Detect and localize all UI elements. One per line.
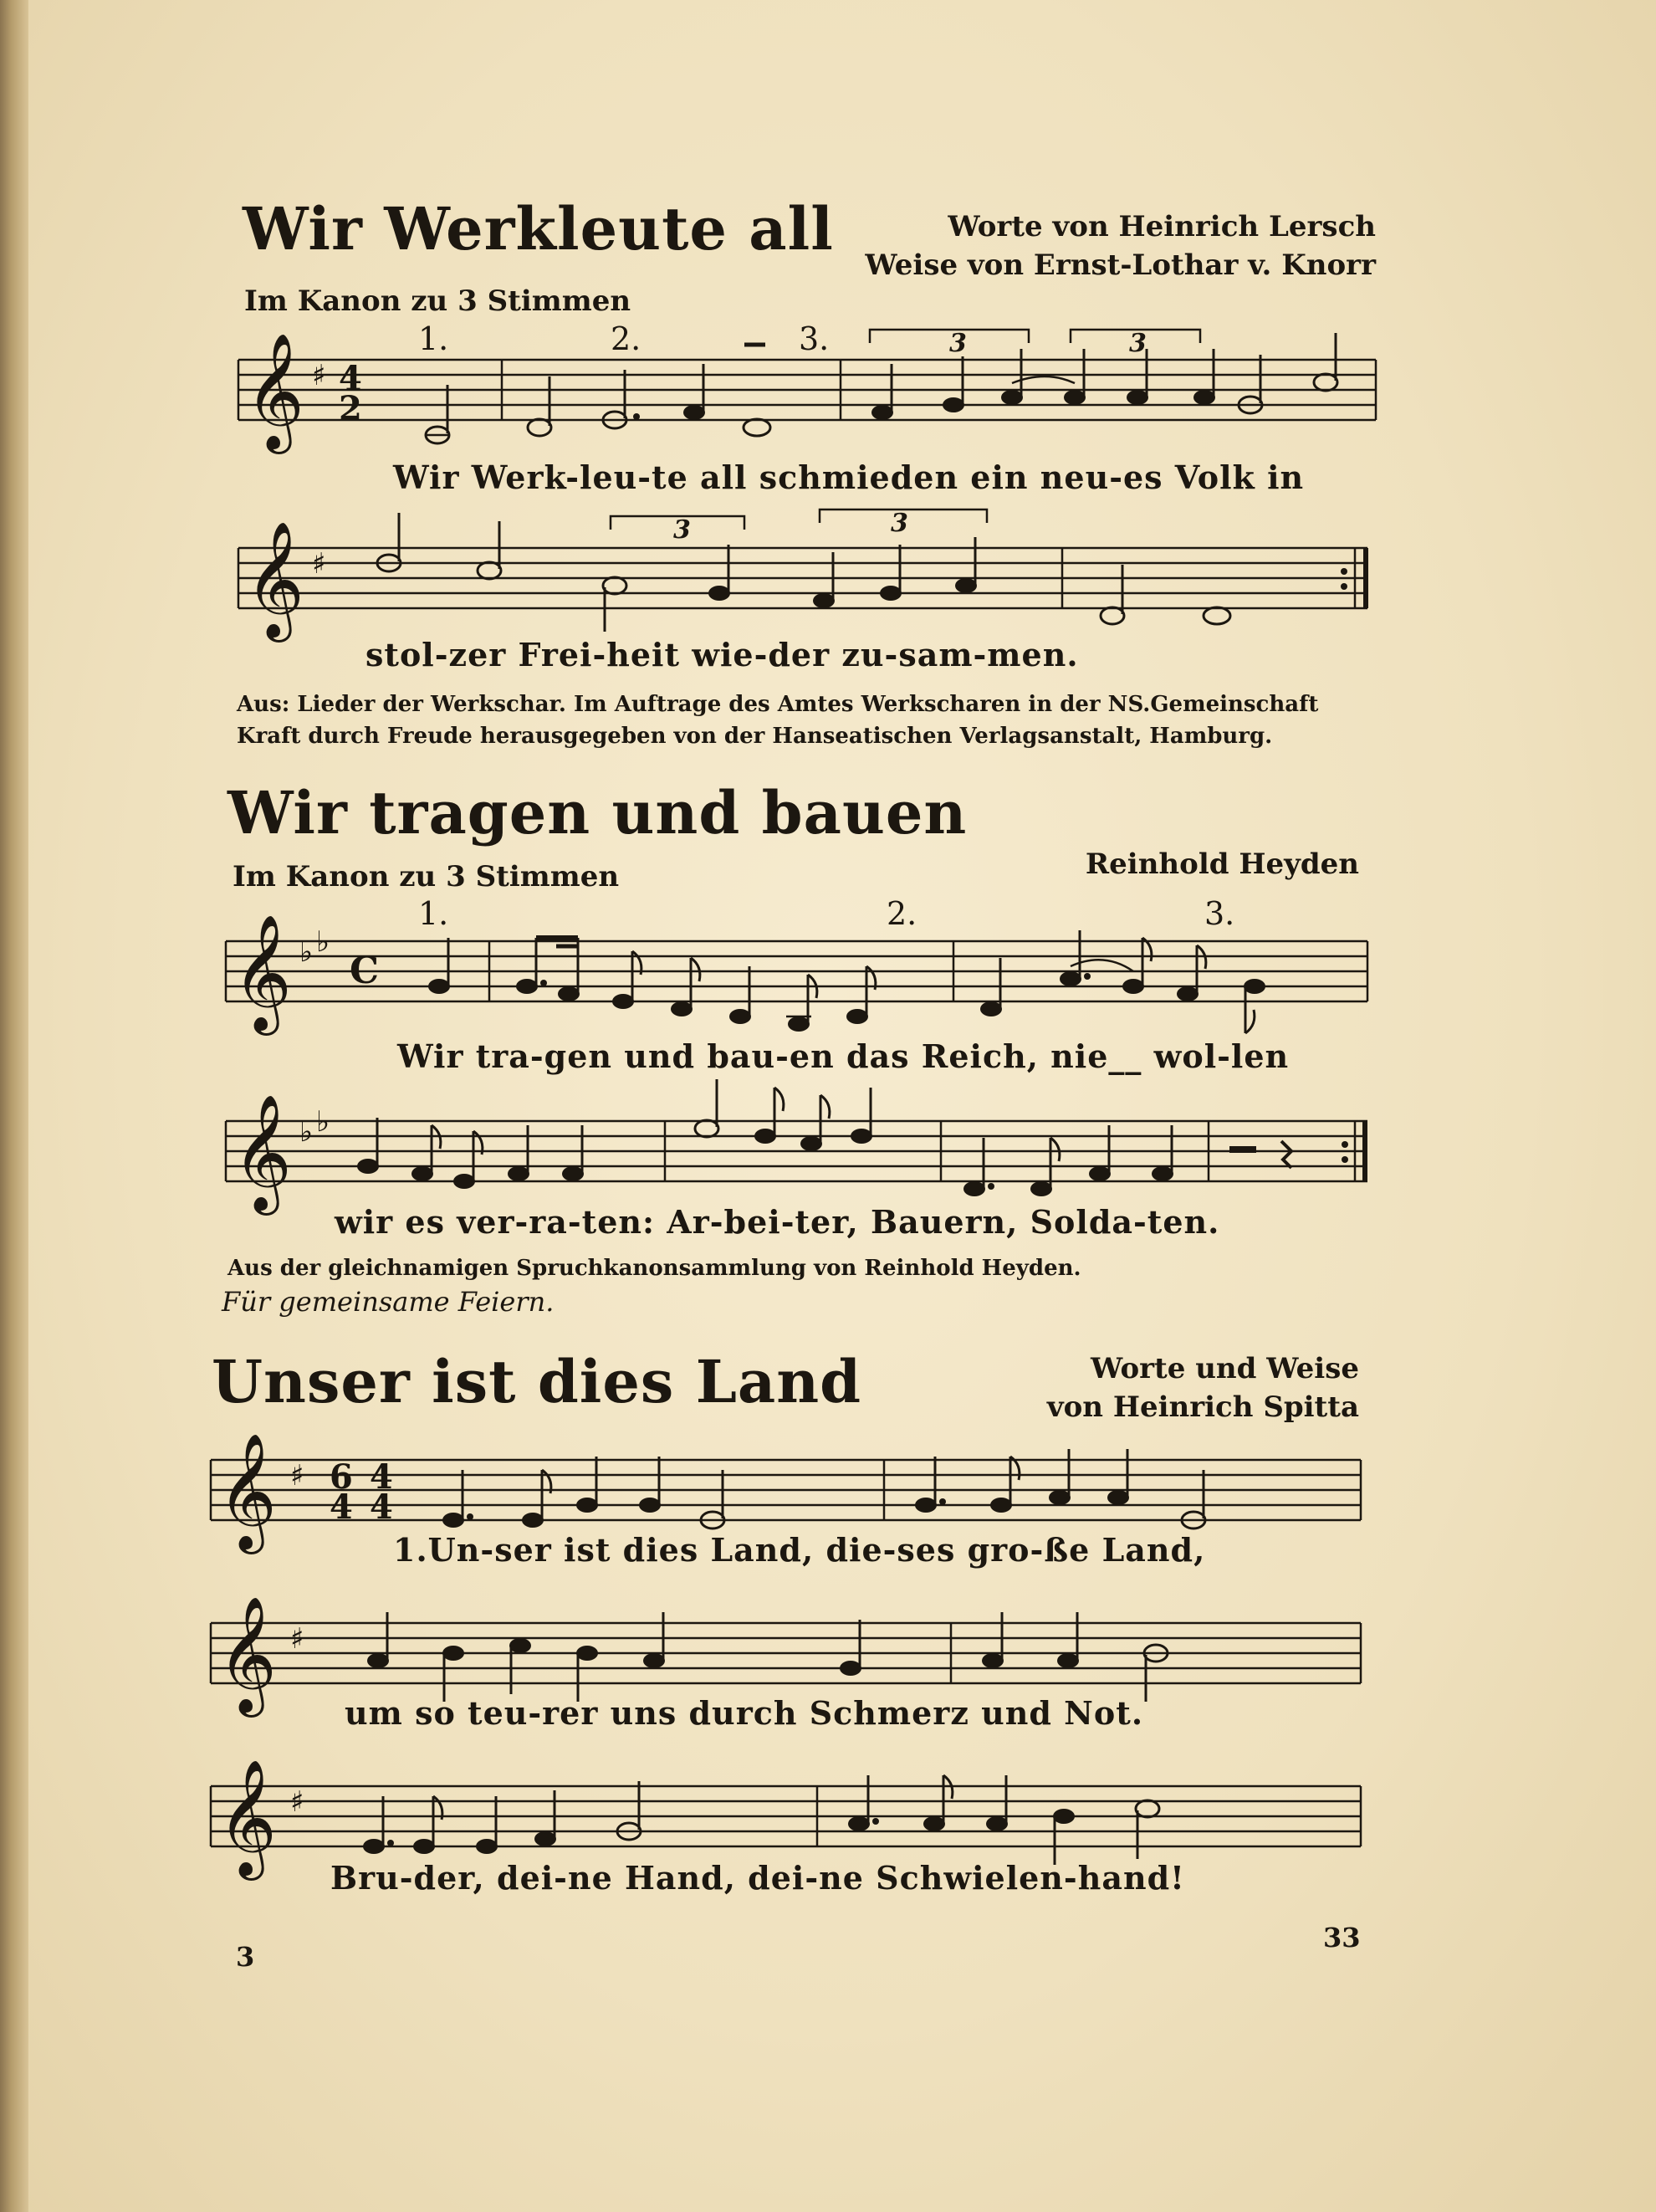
time-signature-bottom: 2 <box>339 389 362 428</box>
tuplet-label: 3 <box>949 329 967 358</box>
key-signature-sharp: ♯ <box>290 1622 304 1656</box>
music-staff <box>226 895 1367 1042</box>
time-signature-top: 4 <box>339 359 362 398</box>
music-staff <box>238 506 1367 640</box>
key-signature-flat: ♭ <box>316 925 330 959</box>
credit-line: Weise von Ernst-Lothar v. Knorr <box>865 248 1376 282</box>
page-edge <box>0 0 28 2212</box>
tempo-marking: Im Kanon zu 3 Stimmen <box>244 284 631 318</box>
credit-line: Reinhold Heyden <box>1085 847 1359 881</box>
lyric-line: Wir tra-gen und bau-en das Reich, nie__ wol-len <box>397 1037 1290 1075</box>
treble-clef-icon: 𝄞 <box>217 1596 277 1713</box>
source-note <box>227 1252 1081 1284</box>
treble-clef-icon: 𝄞 <box>233 1094 292 1211</box>
music-staff <box>226 1079 1367 1213</box>
song-credit <box>1086 845 1359 883</box>
key-signature-sharp: ♯ <box>312 359 326 392</box>
lyric-line: Wir Werk-leu-te all schmieden ein neu-es Volk in <box>393 458 1305 496</box>
treble-clef-icon: 𝄞 <box>245 521 304 637</box>
song-title: Unser ist dies Land <box>212 1347 862 1416</box>
credit-line: Worte von Heinrich Lersch <box>948 210 1376 243</box>
usage-note: Für gemeinsame Feiern. <box>222 1286 555 1318</box>
lyric-line: um so teu-rer uns durch Schmerz und Not. <box>345 1694 1144 1732</box>
credit-line: Worte und Weise <box>1091 1352 1359 1385</box>
music-staff <box>238 318 1376 460</box>
canon-marker: 3. <box>1204 895 1235 932</box>
svg-text:4: 4 <box>370 1487 393 1527</box>
lyric-line: 1.Un-ser ist dies Land, die-ses gro-ße Land, <box>393 1531 1206 1569</box>
canon-marker: 2. <box>887 895 917 932</box>
tuplet-label: 3 <box>1129 329 1147 358</box>
svg-text:4: 4 <box>330 1487 353 1527</box>
lyric-line: wir es ver-ra-ten: Ar-bei-ter, Bauern, Solda-ten. <box>335 1203 1220 1241</box>
song-credit <box>865 207 1376 284</box>
canon-marker: 1. <box>418 895 449 932</box>
source-note <box>237 689 1318 752</box>
canon-marker: 2. <box>611 320 641 357</box>
tempo-marking: Im Kanon zu 3 Stimmen <box>233 860 620 894</box>
time-signature-common: C <box>350 950 380 992</box>
page-number: 33 <box>1323 1922 1361 1953</box>
tuplet-label: 3 <box>891 509 908 538</box>
key-signature-sharp: ♯ <box>290 1785 304 1819</box>
treble-clef-icon: 𝄞 <box>245 333 304 449</box>
canon-marker: 1. <box>418 320 449 357</box>
song-title: Wir Werkleute all <box>243 194 834 264</box>
key-signature-flat: ♭ <box>316 1105 330 1139</box>
key-signature-sharp: ♯ <box>290 1459 304 1493</box>
song-title: Wir tragen und bauen <box>227 778 968 847</box>
treble-clef-icon: 𝄞 <box>217 1433 277 1549</box>
key-signature-flat: ♭ <box>299 1115 314 1149</box>
key-signature-sharp: ♯ <box>312 547 326 581</box>
key-signature-flat: ♭ <box>299 935 314 969</box>
source-line: Aus der gleichnamigen Spruchkanonsammlung von Reinhold Heyden. <box>227 1256 1081 1281</box>
time-signature-4-4: 4 <box>370 1457 393 1497</box>
credit-line: von Heinrich Spitta <box>1046 1390 1359 1424</box>
treble-clef-icon: 𝄞 <box>233 914 292 1031</box>
lyric-line: stol-zer Frei-heit wie-der zu-sam-men. <box>365 636 1079 673</box>
tuplet-label: 3 <box>673 515 691 545</box>
song-credit <box>1047 1349 1359 1426</box>
source-line: Kraft durch Freude herausgegeben von der Hanseatischen Verlagsanstalt, Hamburg. <box>237 724 1273 749</box>
time-signature-6-4: 6 <box>330 1457 353 1497</box>
canon-marker: 3. <box>799 320 830 357</box>
treble-clef-icon: 𝄞 <box>217 1759 277 1876</box>
lyric-line: Bru-der, dei-ne Hand, dei-ne Schwielen-hand! <box>330 1859 1185 1897</box>
music-staff <box>211 1744 1361 1878</box>
signature-mark: 3 <box>236 1941 255 1973</box>
source-line: Aus: Lieder der Werkschar. Im Auftrage des Amtes Werkscharen in der NS.Gemeinschaft <box>237 692 1319 717</box>
